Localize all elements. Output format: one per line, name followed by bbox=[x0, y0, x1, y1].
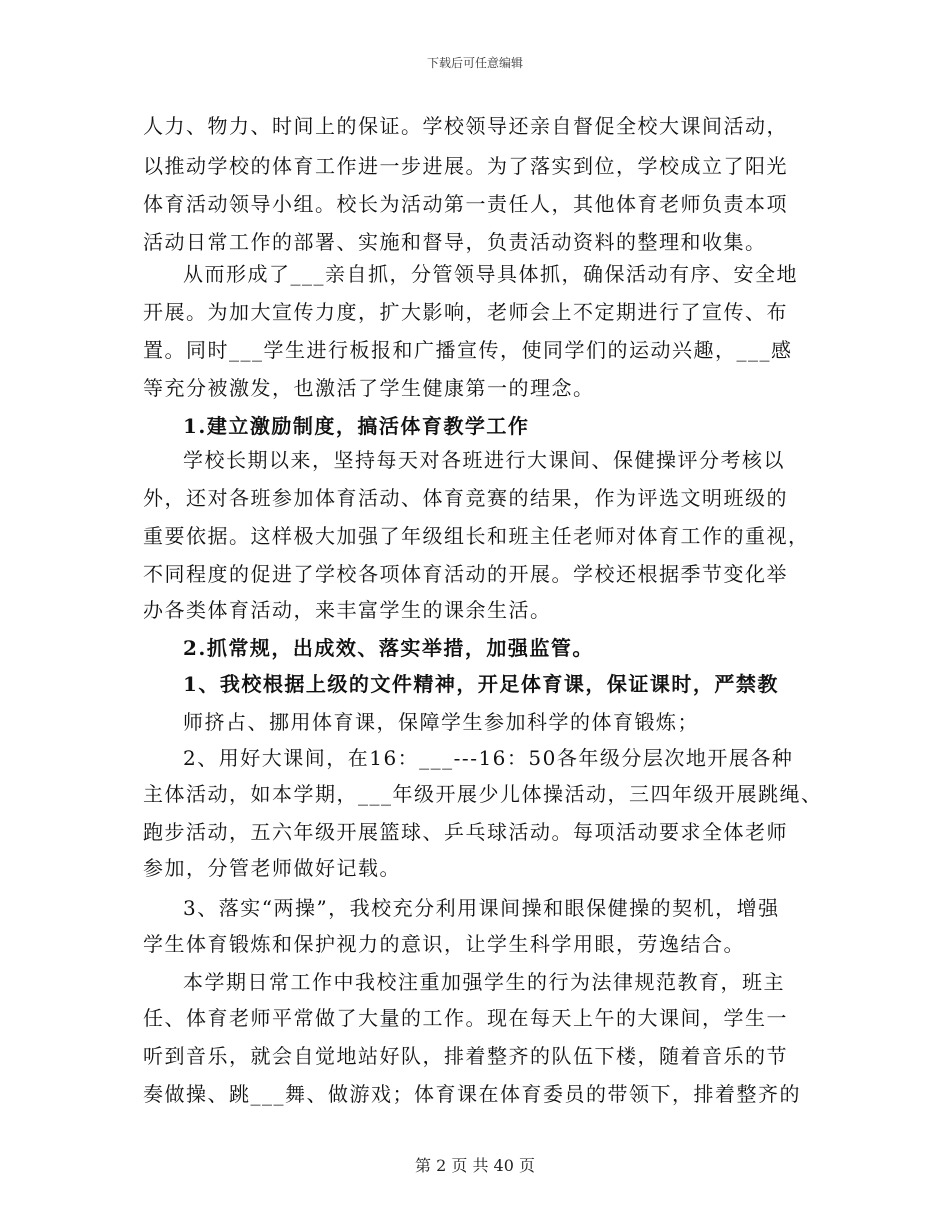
section-heading-1: 1.建立激励制度，搞活体育教学工作 bbox=[183, 414, 530, 438]
body-line: 活动日常工作的部署、实施和督导，负责活动资料的整理和收集。 bbox=[143, 230, 767, 254]
body-line: 跑步活动，五六年级开展篮球、乒乓球活动。每项活动要求全体老师 bbox=[143, 820, 788, 844]
body-line: 办各类体育活动，来丰富学生的课余生活。 bbox=[143, 598, 552, 622]
body-line: 奏做操、跳___舞、做游戏；体育课在体育委员的带领下，排着整齐的 bbox=[143, 1082, 801, 1106]
body-line: 重要依据。这样极大加强了年级组长和班主任老师对体育工作的重视， bbox=[143, 524, 810, 548]
body-line: 听到音乐，就会自觉地站好队，排着整齐的队伍下楼，随着音乐的节 bbox=[143, 1044, 788, 1068]
body-line: 体育活动领导小组。校长为活动第一责任人，其他体育老师负责本项 bbox=[143, 192, 788, 216]
list-item-2: 2、用好大课间，在16：___---16：50各年级分层次地开展各种 bbox=[183, 746, 794, 770]
body-line: 从而形成了___亲自抓，分管领导具体抓，确保活动有序、安全地 bbox=[183, 262, 798, 286]
body-line: 以推动学校的体育工作进一步进展。为了落实到位，学校成立了阳光 bbox=[143, 154, 788, 178]
body-line: 学生体育锻炼和保护视力的意识，让学生科学用眼，劳逸结合。 bbox=[143, 932, 745, 956]
body-line: 人力、物力、时间上的保证。学校领导还亲自督促全校大课间活动， bbox=[143, 114, 788, 138]
page-header: 下载后可任意编辑 bbox=[426, 56, 523, 70]
body-line: 师挤占、挪用体育课，保障学生参加科学的体育锻炼； bbox=[183, 710, 699, 734]
section-heading-2: 2.抓常规，出成效、落实举措，加强监管。 bbox=[183, 636, 594, 660]
body-line: 学校长期以来，坚持每天对各班进行大课间、保健操评分考核以 bbox=[183, 448, 785, 472]
body-line: 参加，分管老师做好记载。 bbox=[143, 856, 401, 880]
list-item-3: 3、落实“两操”，我校充分利用课间操和眼保健操的契机，增强 bbox=[183, 896, 780, 920]
body-line: 任、体育老师平常做了大量的工作。现在每天上午的大课间，学生一 bbox=[143, 1006, 788, 1030]
body-line: 不同程度的促进了学校各项体育活动的开展。学校还根据季节变化举 bbox=[143, 562, 788, 586]
body-line: 开展。为加大宣传力度，扩大影响，老师会上不定期进行了宣传、布 bbox=[143, 300, 788, 324]
body-line: 本学期日常工作中我校注重加强学生的行为法律规范教育，班主 bbox=[183, 970, 785, 994]
body-line: 外，还对各班参加体育活动、体育竞赛的结果，作为评选文明班级的 bbox=[143, 486, 788, 510]
body-line: 主体活动，如本学期，___年级开展少儿体操活动，三四年级开展跳绳、 bbox=[143, 782, 823, 806]
body-line: 置。同时___学生进行板报和广播宣传，使同学们的运动兴趣，___感 bbox=[143, 338, 793, 362]
list-item-1: 1、我校根据上级的文件精神，开足体育课，保证课时，严禁教 bbox=[183, 672, 779, 696]
page-footer: 第 2 页 共 40 页 bbox=[415, 1156, 535, 1175]
body-line: 等充分被激发，也激活了学生健康第一的理念。 bbox=[143, 376, 595, 400]
